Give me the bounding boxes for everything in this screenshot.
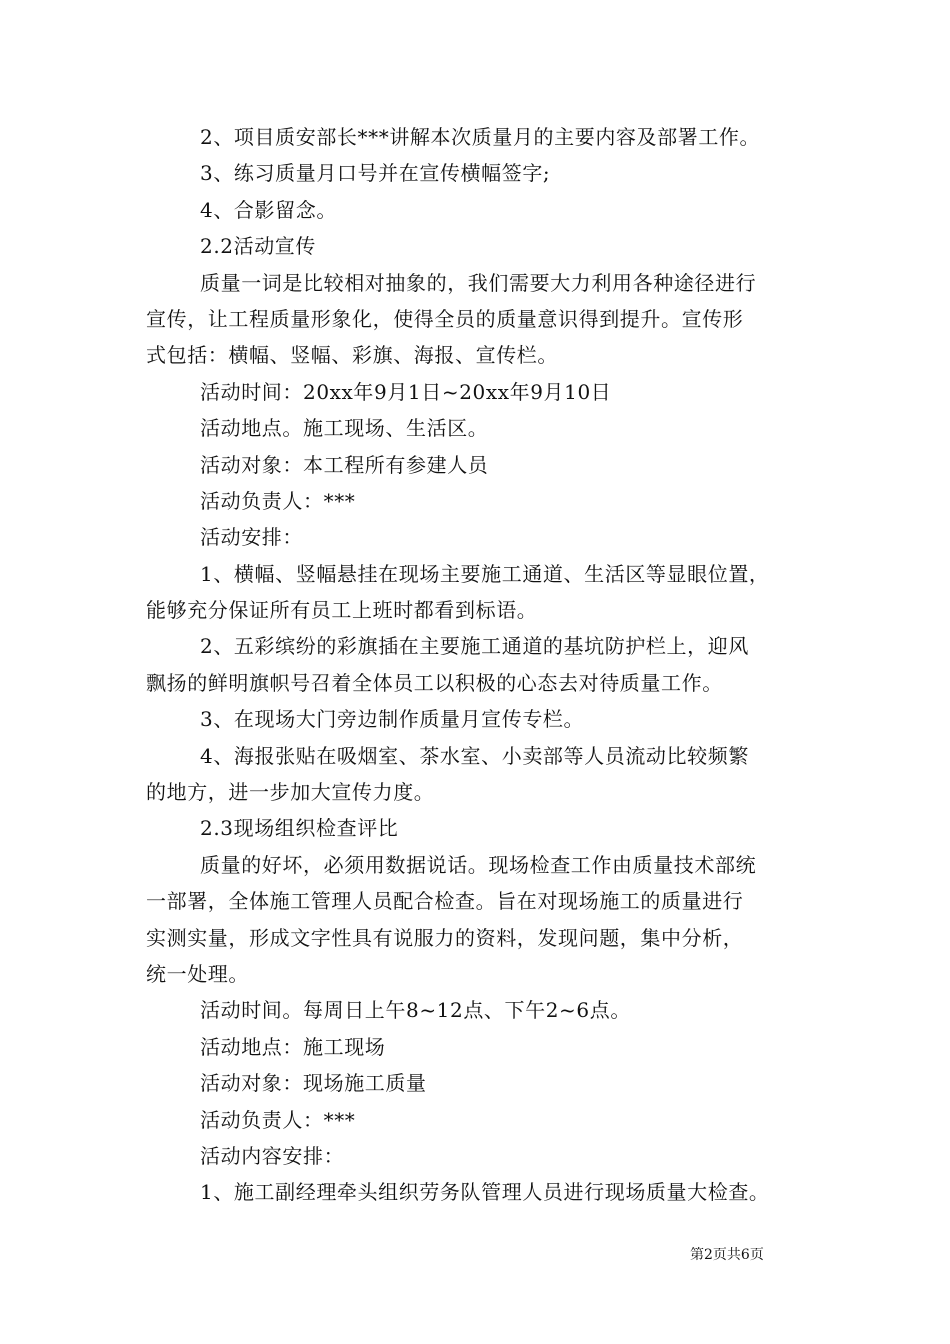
- text-line: 宣传，让工程质量形象化，使得全员的质量意识得到提升。宣传形: [146, 306, 744, 331]
- page-number: 第2页共6页: [690, 1247, 764, 1263]
- text-line: 的地方，进一步加大宣传力度。: [146, 780, 435, 805]
- text-line: 2.2活动宣传: [200, 234, 317, 259]
- text-line: 飘扬的鲜明旗帜号召着全体员工以积极的心态去对待质量工作。: [146, 670, 723, 695]
- text-line: 2、项目质安部长***讲解本次质量月的主要内容及部署工作。: [200, 125, 761, 149]
- text-line: 活动负责人：***: [200, 488, 356, 513]
- text-line: 2、五彩缤纷的彩旗插在主要施工通道的基坑防护栏上，迎风: [200, 634, 749, 659]
- text-line: 质量的好坏，必须用数据说话。现场检查工作由质量技术部统: [200, 852, 757, 877]
- text-line: 统一处理。: [146, 961, 249, 986]
- text-line: 活动对象：本工程所有参建人员: [200, 452, 489, 477]
- text-line: 3、练习质量月口号并在宣传横幅签字;: [200, 161, 551, 186]
- text-line: 活动时间：20xx年9月1日~20xx年9月10日: [200, 379, 612, 404]
- text-line: 1、施工副经理牵头组织劳务队管理人员进行现场质量大检查。: [200, 1180, 770, 1205]
- text-line: 1、横幅、竖幅悬挂在现场主要施工通道、生活区等显眼位置，: [200, 561, 770, 586]
- text-line: 活动安排：: [200, 525, 303, 550]
- text-line: 式包括：横幅、竖幅、彩旗、海报、宣传栏。: [146, 343, 558, 368]
- text-line: 活动对象：现场施工质量: [200, 1071, 427, 1096]
- text-line: 活动内容安排：: [200, 1143, 345, 1168]
- text-line: 实测实量，形成文字性具有说服力的资料，发现问题，集中分析，: [146, 925, 744, 950]
- text-line: 活动负责人：***: [200, 1107, 356, 1132]
- text-line: 一部署，全体施工管理人员配合检查。旨在对现场施工的质量进行: [146, 889, 744, 914]
- text-line: 2.3现场组织检查评比: [200, 816, 399, 841]
- text-line: 4、海报张贴在吸烟室、茶水室、小卖部等人员流动比较频繁: [200, 743, 749, 768]
- text-line: 活动地点。施工现场、生活区。: [200, 416, 489, 441]
- document-body: [146, 119, 822, 1211]
- text-line: 能够充分保证所有员工上班时都看到标语。: [146, 598, 538, 623]
- text-line: 活动时间。每周日上午8~12点、下午2~6点。: [200, 998, 631, 1023]
- text-line: 3、在现场大门旁边制作质量月宣传专栏。: [200, 707, 585, 732]
- text-line: 质量一词是比较相对抽象的，我们需要大力利用各种途径进行: [200, 270, 757, 295]
- text-line: 4、合影留念。: [200, 197, 337, 222]
- text-line: 活动地点：施工现场: [200, 1034, 386, 1059]
